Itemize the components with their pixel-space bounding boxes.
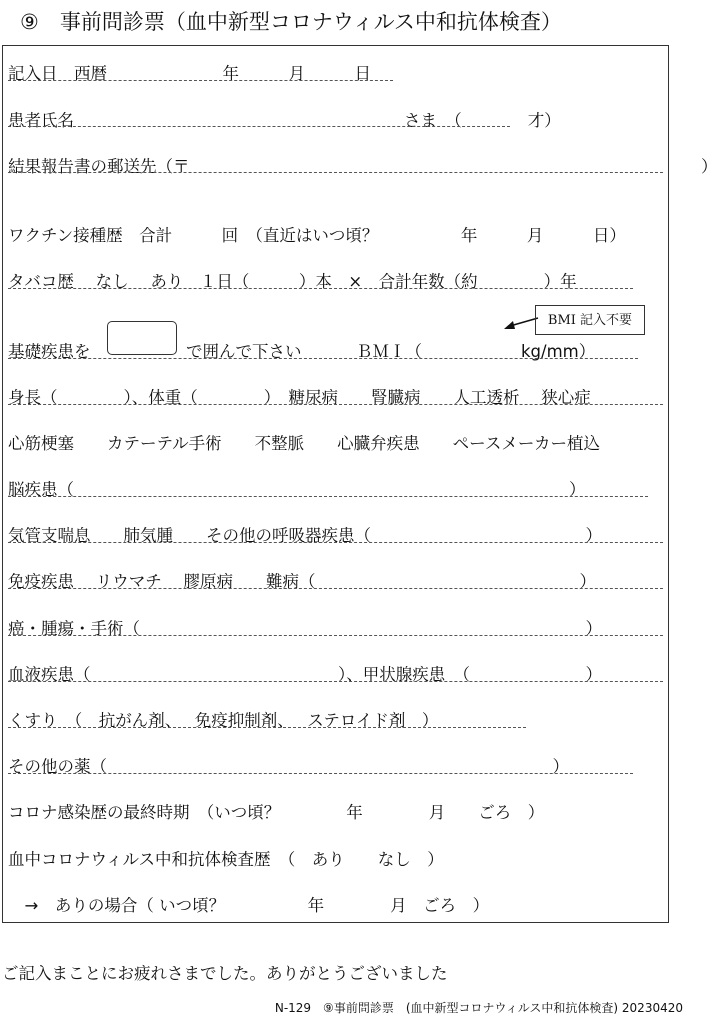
vaccine-history-field[interactable]: ワクチン接種歴 合計 回 （直近はいつ頃？ 年 月 日） [8,226,626,245]
medicine-options[interactable]: くすり （ 抗がん剤、 免疫抑制剤、 ステロイド剤 ） [8,711,439,730]
brain-underline [8,496,648,497]
cancer-field[interactable]: 癌・腫瘍・手術（ ） [8,619,602,638]
document-id: N-129 ⑨事前問診票 (血中新型コロナウィルス中和抗体検査) 20230420 [274,1001,683,1015]
tobacco-underline [8,288,633,289]
underlying-suffix-text: で囲んで下さい [186,342,302,361]
respiratory-disease-field[interactable]: 気管支喘息 肺気腫 その他の呼吸器疾患（ ） [8,526,602,545]
immune-disease-field[interactable]: 免疫疾患 リウマチ 膠原病 難病（ ） [8,572,596,591]
closing-message: ご記入まことにお疲れさまでした。ありがとうございました [2,964,448,983]
entry-date-field[interactable]: 記入日 西暦 年 月 日 [8,64,371,83]
underlying-underline [8,358,638,359]
underlying-prefix-text: 基礎疾患を [8,342,91,361]
blood-underline [8,681,663,682]
bmi-note-arrow-icon [500,312,540,334]
medicine-underline [8,727,526,728]
mailing-address-underline [8,172,663,173]
covid-history-field[interactable]: コロナ感染歴の最終時期 （いつ頃？ 年 月 ごろ ） [8,803,545,822]
heart-disease-options[interactable]: 心筋梗塞 カテーテル手術 不整脈 心臓弁疾患 ペースメーカー植込 [8,434,601,453]
tobacco-history-field[interactable]: タバコ歴 なし あり １日（ ）本 × 合計年数（約 ）年 [8,272,577,291]
bmi-field[interactable]: ＢＭＩ（ kg/mm） [356,342,596,361]
page-title: ⑨ 事前問診票（血中新型コロナウィルス中和抗体検査） [20,10,562,34]
antibody-history-field[interactable]: 血中コロナウィルス中和抗体検査歴 （ あり なし ） [8,850,444,869]
body-disease-options[interactable]: 身長（ ）、体重（ ） 糖尿病 腎臓病 人工透析 狭心症 [8,388,591,407]
immune-underline [8,588,663,589]
mailing-address-field[interactable]: 結果報告書の郵送先（〒 ） [8,157,718,176]
body-underline [8,404,663,405]
blood-thyroid-field[interactable]: 血液疾患（ ）、甲状腺疾患 （ ） [8,665,602,684]
other-medicine-field[interactable]: その他の薬（ ） [8,757,569,776]
respiratory-underline [8,542,663,543]
patient-name-underline [8,126,510,127]
cancer-underline [8,635,663,636]
brain-disease-field[interactable]: 脳疾患（ ） [8,480,586,499]
antibody-when-field[interactable]: → ありの場合（ いつ頃？ 年 月 ごろ ） [8,896,490,915]
entry-date-underline [8,80,393,81]
other-medicine-underline [8,773,633,774]
circle-sample-box [107,321,177,355]
patient-name-field[interactable]: 患者氏名 さま （ 才） [8,111,561,130]
bmi-note-box: BMI 記入不要 [535,305,645,335]
